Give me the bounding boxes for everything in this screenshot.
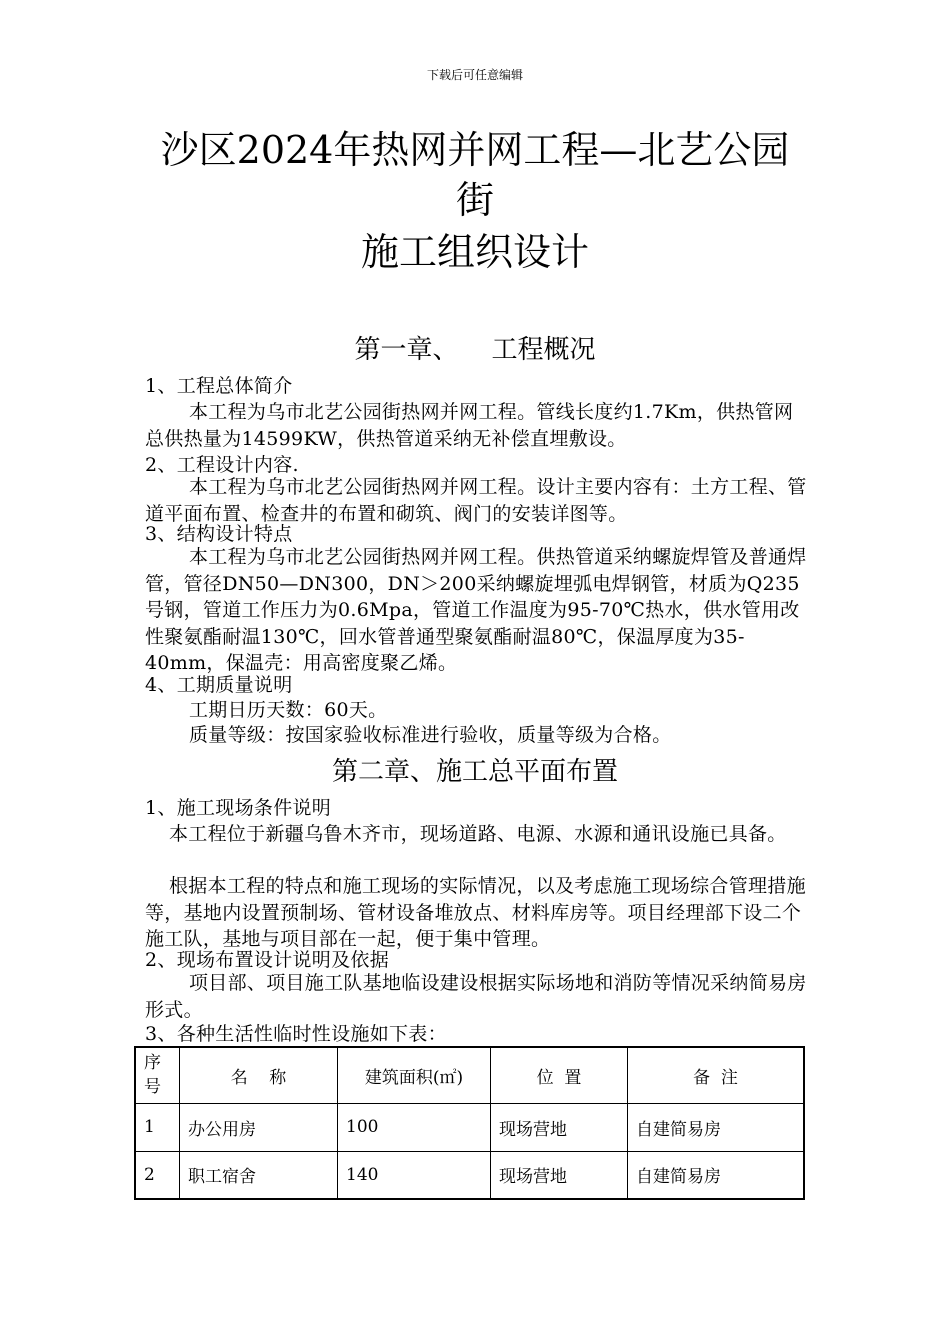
section-1-3-heading: 3、结构设计特点 [145, 523, 293, 545]
section-2-1-paragraph-1: 本工程位于新疆乌鲁木齐市，现场道路、电源、水源和通讯设施已具备。 [169, 823, 787, 845]
cell-area: 100 [338, 1103, 491, 1151]
section-2-2-heading: 2、现场布置设计说明及依据 [145, 949, 389, 971]
section-1-1-body: 本工程为乌市北艺公园街热网并网工程。管线长度约1.7Km，供热管网总供热量为14599KW，供热管道采纳无补偿直埋敷设。 [145, 401, 794, 450]
cell-location: 现场营地 [491, 1151, 628, 1199]
header-name: 名 称 [180, 1047, 338, 1103]
cell-name: 职工宿舍 [180, 1151, 338, 1199]
duration-line: 工期日历天数：60天。 [189, 699, 388, 721]
header-area: 建筑面积(㎡) [338, 1047, 491, 1103]
section-2-2-body: 项目部、项目施工队基地临设建设根据实际场地和消防等情况采纳简易房形式。 [145, 972, 807, 1021]
quality-line: 质量等级：按国家验收标准进行验收，质量等级为合格。 [189, 724, 672, 746]
section-2-3-heading: 3、各种生活性临时性设施如下表： [145, 1023, 447, 1045]
table-row [135, 1151, 804, 1199]
header-note: 下载后可任意编辑 [426, 68, 523, 82]
cell-seq: 1 [135, 1103, 180, 1151]
header-note-column: 备 注 [628, 1047, 805, 1103]
header-seq: 序号 [135, 1047, 180, 1103]
cell-note: 自建简易房 [628, 1103, 805, 1151]
cell-note: 自建简易房 [628, 1151, 805, 1199]
chapter-2-heading: 第二章、施工总平面布置 [331, 757, 618, 787]
section-1-2-heading: 2、工程设计内容. [145, 454, 299, 476]
document-title-line-2: 街 [455, 178, 494, 222]
section-1-2-body: 本工程为乌市北艺公园街热网并网工程。设计主要内容有：土方工程、管道平面布置、检查井的布置和砌筑、阀门的安装详图等。 [145, 476, 807, 525]
header-location: 位 置 [491, 1047, 628, 1103]
section-2-1-paragraph-2: 根据本工程的特点和施工现场的实际情况，以及考虑施工现场综合管理措施等，基地内设置预制场、管材设备堆放点、材料库房等。项目经理部下设二个施工队，基地与项目部在一起，便于集中管理。 [145, 875, 806, 950]
facilities-table [134, 1046, 805, 1200]
section-1-4-heading: 4、工期质量说明 [145, 674, 293, 696]
cell-location: 现场营地 [491, 1103, 628, 1151]
document-title-line-3: 施工组织设计 [360, 230, 589, 274]
table-row [135, 1103, 804, 1151]
section-2-1-heading: 1、施工现场条件说明 [145, 797, 332, 819]
cell-name: 办公用房 [180, 1103, 338, 1151]
cell-seq: 2 [135, 1151, 180, 1199]
section-1-1-heading: 1、工程总体简介 [145, 375, 293, 397]
table-header-row [135, 1047, 804, 1103]
document-title-line-1: 沙区2024年热网并网工程—北艺公园 [160, 128, 790, 172]
cell-area: 140 [338, 1151, 491, 1199]
chapter-1-heading: 第一章、 工程概况 [354, 335, 596, 365]
section-1-3-body: 本工程为乌市北艺公园街热网并网工程。供热管道采纳螺旋焊管及普通焊管，管径DN50—DN300，DN＞200采纳螺旋埋弧电焊钢管，材质为Q235号钢，管道工作压力为0.6Mpa，管道工作温度为95-70℃热水，供水管用改性聚氨酯耐温130℃，回水管普通型聚氨酯耐温80℃，保温厚度为35-40mm，保温壳：用高密度聚乙烯。 [145, 546, 807, 674]
